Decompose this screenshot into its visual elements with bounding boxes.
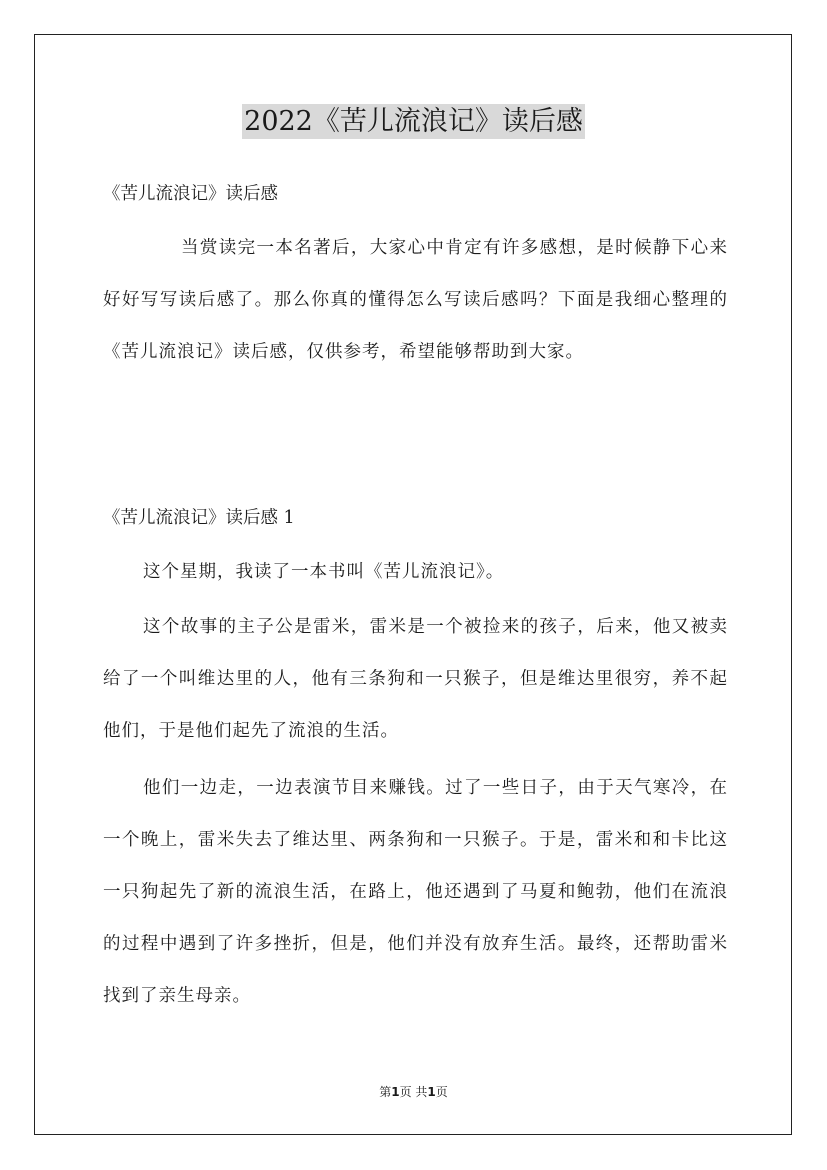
footer-page-number: 1 — [391, 1085, 400, 1099]
section-heading: 《苦儿流浪记》读后感 1 — [103, 508, 295, 528]
body-paragraph-1: 这个星期，我读了一本书叫《苦儿流浪记》。 — [143, 562, 505, 582]
document-title — [0, 100, 827, 144]
footer-page-suffix: 页 — [435, 1085, 448, 1099]
footer-page-mid: 页 共 — [399, 1085, 428, 1099]
body-paragraph-2: 这个故事的主子公是雷米，雷米是一个被捡来的孩子，后来，他又被卖给了一个叫维达里的人，他有三条狗和一只猴子，但是维达里很穷，养不起他们，于是他们起先了流浪的生活。 — [103, 617, 728, 741]
footer-total-pages: 1 — [427, 1085, 436, 1099]
page-footer — [0, 1083, 827, 1100]
intro-paragraph: 当赏读完一本名著后，大家心中肯定有许多感想，是时候静下心来好好写写读后感了。那么你真的懂得怎么写读后感吗？下面是我细心整理的《苦儿流浪记》读后感，仅供参考，希望能够帮助到大家。 — [103, 238, 728, 362]
footer-page-prefix: 第 — [379, 1085, 392, 1099]
body-paragraph-3: 他们一边走，一边表演节目来赚钱。过了一些日子，由于天气寒冷，在一个晚上，雷米失去了维达里、两条狗和一只猴子。于是，雷米和和卡比这一只狗起先了新的流浪生活，在路上，他还遇到了马夏和鲍勃，他们在流浪的过程中遇到了许多挫折，但是，他们并没有放弃生活。最终，还帮助雷米找到了亲生母亲。 — [103, 778, 728, 1006]
document-subtitle: 《苦儿流浪记》读后感 — [103, 184, 278, 204]
document-title-text: 2022《苦儿流浪记》读后感 — [244, 106, 583, 137]
